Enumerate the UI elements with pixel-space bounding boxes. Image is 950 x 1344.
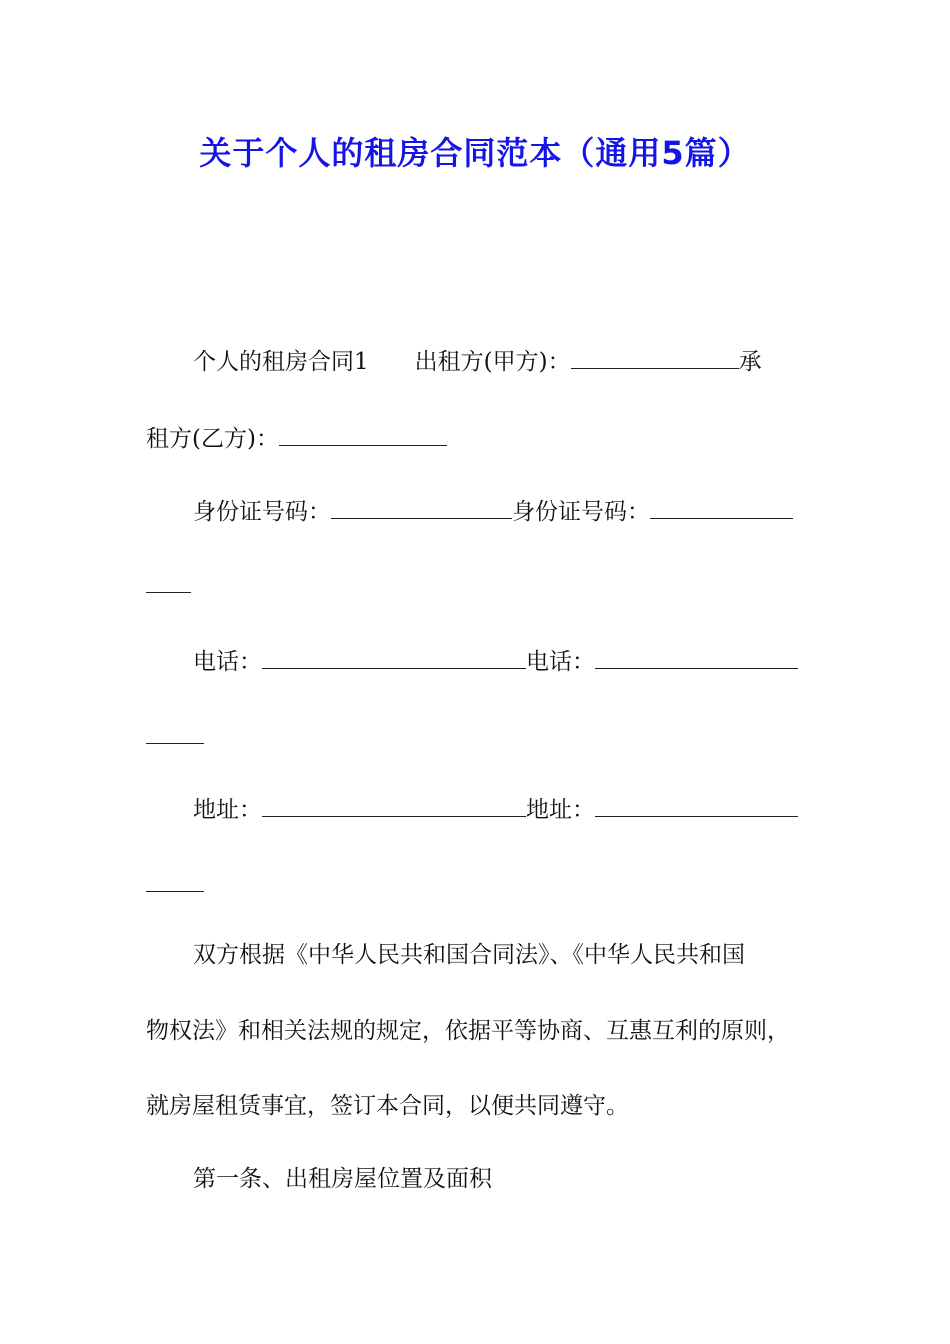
paragraph-line-3: 就房屋租赁事宜，签订本合同，以便共同遵守。 — [146, 1093, 629, 1119]
address-label-a: 地址： — [193, 797, 262, 823]
contract-heading: 个人的租房合同1 — [193, 349, 369, 375]
id-number-blank-b[interactable] — [650, 498, 793, 519]
id-number-label-b: 身份证号码： — [512, 499, 650, 525]
phone-label-a: 电话： — [193, 649, 262, 675]
phone-blank-b[interactable] — [595, 648, 798, 669]
address-blank-b-cont[interactable] — [146, 871, 204, 892]
id-number-blank-a[interactable] — [331, 498, 512, 519]
lessee-label: 租方(乙方)： — [146, 426, 279, 452]
lessee-label-start: 承 — [738, 349, 762, 375]
lessor-label: 出租方(甲方)： — [414, 349, 571, 375]
address-line — [193, 796, 798, 822]
address-blank-a[interactable] — [262, 796, 526, 817]
paragraph-line-2: 物权法》和相关法规的规定，依据平等协商、互惠互利的原则， — [146, 1018, 790, 1044]
paragraph-line-1: 双方根据《中华人民共和国合同法》、《中华人民共和国 — [193, 942, 745, 968]
id-number-blank-b-cont[interactable] — [146, 572, 191, 593]
phone-blank-a[interactable] — [262, 648, 526, 669]
document-title: 关于个人的租房合同范本（通用5篇） — [199, 134, 751, 172]
article-1-heading: 第一条、出租房屋位置及面积 — [193, 1166, 492, 1192]
address-label-b: 地址： — [526, 797, 595, 823]
lessor-blank[interactable] — [571, 348, 739, 369]
address-blank-b[interactable] — [595, 796, 798, 817]
lessee-blank[interactable] — [279, 425, 447, 446]
phone-line — [193, 648, 798, 674]
phone-continuation — [146, 723, 204, 749]
address-continuation — [146, 871, 204, 897]
id-number-label-a: 身份证号码： — [193, 499, 331, 525]
contract-line-1 — [193, 348, 762, 374]
phone-blank-b-cont[interactable] — [146, 723, 204, 744]
id-number-continuation — [146, 572, 191, 598]
id-number-line — [193, 498, 793, 524]
contract-line-2 — [146, 425, 447, 451]
phone-label-b: 电话： — [526, 649, 595, 675]
